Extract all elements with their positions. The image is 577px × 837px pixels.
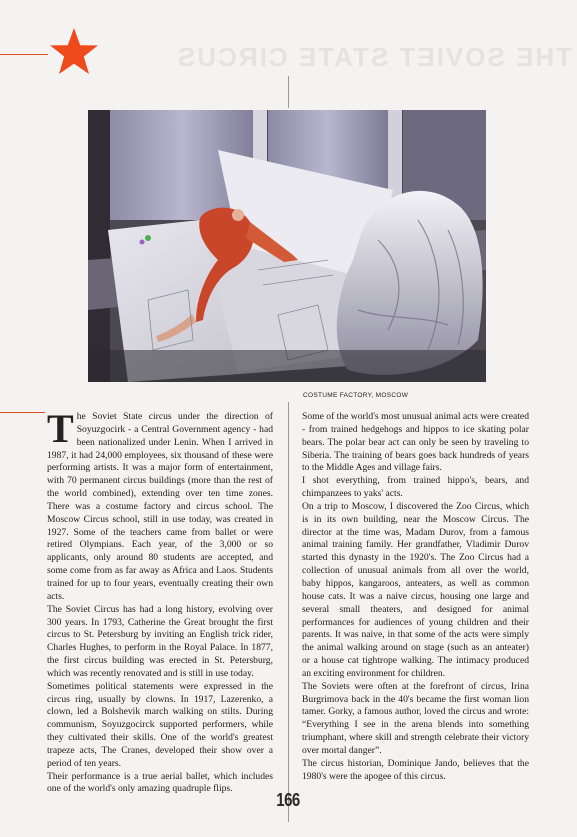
costume-factory-photo (88, 110, 486, 382)
paragraph-text: he Soviet State circus under the direction of Soyuzgocirk - a Central Government agency - had been nationalized under Lenin. When I arrived in 1987, it had 24,000 employees, six thousand of these were performing artists. It was a major form of entertainment, with 70 permanent circus buildings (more than the rest of the world combined), extending over ten time zones. There was a costume factory and circus school. The Moscow Circus school, still in use today, was created in 1927. Some of the teachers came from ballet or were retired Olympians. Each year, of the 3,000 or so applicants, only around 80 students are accepted, and some come from as far away as Africa and Laos. Students trained for up to four years, eventually creating their own acts. (47, 411, 273, 602)
column-divider (288, 402, 289, 822)
running-title-watermark: THE SOVIET STATE CIRCUS (175, 42, 572, 72)
paragraph: Sometimes political statements were expressed in the circus ring, usually by clowns. In 1917, Lazerenko, a clown, led a Bolshevik march walking on stilts. During communism, Soyuzgocirck supported performers, while they cultivated their skills. One of the world's greatest trapeze acts, The Cranes, developed their show over a period of ten years. (47, 680, 273, 769)
paragraph: The Soviet Circus has had a long history, evolving over 300 years. In 1793, Catherine the Great brought the first circus to St. Petersburg by inviting an English trick rider, Charles Hughes, to perform in the Royal Palace. In 1877, the first circus building was erected in St. Petersburg, which was recently renovated and is still in use today. (47, 603, 273, 679)
article-left-column (47, 406, 273, 796)
page-number: 166 (276, 789, 300, 812)
paragraph: Some of the world's most unusual animal acts were created - from trained hedgehogs and hippos to ice skating polar bears. The polar bear act can only be seen by traveling to Siberia. The training of bears goes back hundreds of years to the Middle Ages and village fairs. (302, 411, 529, 474)
paragraph: I shot everything, from trained hippo's, bears, and chimpanzees to yaks' acts. (302, 475, 529, 500)
paragraph: On a trip to Moscow, I discovered the Zoo Circus, which is in its own building, near the Moscow Circus. The director at the time was, Madam Durov, from a famous animal training family. Her grandfather, Vladimir Durov started this dynasty in the 1920's. The Zoo Circus had a collection of unusual animals from all over the world, baby hippos, kangaroos, anteaters, as well as common house cats. It was a naive circus, housing one large and several small theaters, and designed for animal performances for audiences of young children and their parents. It was naive, in that some of the acts were simply the animal walking around on stage (such as an anteater) or a house cat tightrope walking. The intimacy produced an exciting environment for children. (302, 500, 529, 679)
article-right-column (302, 411, 529, 783)
paragraph: The Soviets were often at the forefront of circus, Irina Burgrimova back in the 40's became the first woman lion tamer. Gorky, a famous author, loved the circus and wrote: “Everything I see in the arena blends into something triumphant, where skill and strength celebrate their victory over mortal danger”. (302, 680, 529, 756)
body-accent-rule (0, 412, 45, 413)
red-star-icon (49, 27, 99, 77)
column-divider-top (288, 76, 289, 108)
paragraph: Their performance is a true aerial ballet, which includes one of the world's only amazing quadruple flips. (47, 770, 273, 795)
paragraph (47, 406, 273, 604)
drop-cap: T (47, 406, 74, 451)
header-accent-rule (0, 54, 48, 55)
photo-caption: COSTUME FACTORY, MOSCOW (303, 392, 409, 399)
paragraph: The circus historian, Dominique Jando, believes that the 1980's were the apogee of this circus. (302, 757, 529, 782)
